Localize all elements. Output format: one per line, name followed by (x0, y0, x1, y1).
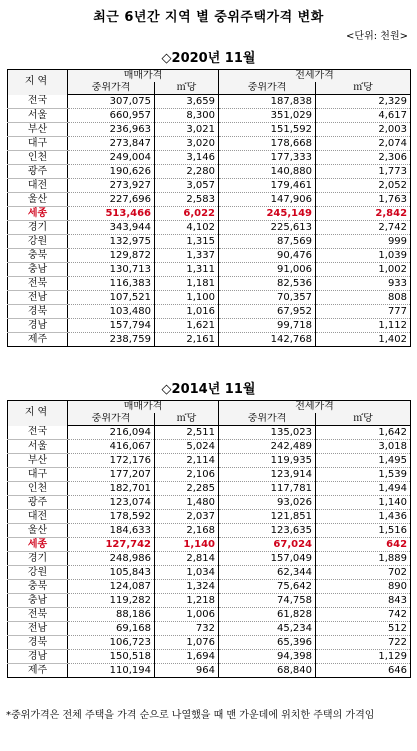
jeonse-per-m2-cell: 1,436 (316, 510, 411, 524)
table-row (8, 454, 411, 468)
jeonse-median-cell: 179,461 (219, 179, 316, 193)
sale-median-cell: 116,383 (68, 277, 155, 291)
sale-per-m2-cell: 2,168 (155, 524, 219, 538)
header-sale-per-m2: ㎡당 (155, 413, 219, 426)
header-jeonse-median: 중위가격 (219, 82, 316, 95)
jeonse-median-cell: 142,768 (219, 333, 316, 347)
table-row (8, 594, 411, 608)
header-region: 지역 (8, 401, 68, 426)
table-row (8, 580, 411, 594)
jeonse-per-m2-cell: 642 (316, 538, 411, 552)
header-sale-median: 중위가격 (68, 413, 155, 426)
region-cell: 대구 (8, 137, 68, 151)
table-row (8, 123, 411, 137)
footnote: *중위가격은 전체 주택을 가격 순으로 나열했을 때 맨 가운데에 위치한 주택의 가격임 (6, 710, 375, 721)
sale-median-cell: 69,168 (68, 622, 155, 636)
table-row (8, 277, 411, 291)
section-title-2014: ◇2014년 11월 (161, 382, 256, 397)
table-row (8, 333, 411, 347)
region-cell: 경기 (8, 221, 68, 235)
region-cell: 대구 (8, 468, 68, 482)
sale-per-m2-cell: 4,102 (155, 221, 219, 235)
region-cell: 경남 (8, 319, 68, 333)
sale-per-m2-cell: 1,324 (155, 580, 219, 594)
jeonse-per-m2-cell: 2,003 (316, 123, 411, 137)
sale-median-cell: 273,927 (68, 179, 155, 193)
jeonse-median-cell: 151,592 (219, 123, 316, 137)
jeonse-median-cell: 135,023 (219, 426, 316, 440)
jeonse-per-m2-cell: 777 (316, 305, 411, 319)
sale-median-cell: 178,592 (68, 510, 155, 524)
sale-per-m2-cell: 3,057 (155, 179, 219, 193)
sale-per-m2-cell: 3,659 (155, 95, 219, 109)
jeonse-per-m2-cell: 1,129 (316, 650, 411, 664)
sale-median-cell: 273,847 (68, 137, 155, 151)
sale-per-m2-cell: 1,311 (155, 263, 219, 277)
price-table-2020 (7, 69, 411, 347)
jeonse-per-m2-cell: 999 (316, 235, 411, 249)
sale-per-m2-cell: 2,285 (155, 482, 219, 496)
region-cell: 세종 (8, 207, 68, 221)
sale-median-cell: 190,626 (68, 165, 155, 179)
table-row (8, 496, 411, 510)
region-cell: 전북 (8, 277, 68, 291)
region-cell: 세종 (8, 538, 68, 552)
jeonse-median-cell: 225,613 (219, 221, 316, 235)
sale-median-cell: 182,701 (68, 482, 155, 496)
sale-per-m2-cell: 1,034 (155, 566, 219, 580)
sale-median-cell: 513,466 (68, 207, 155, 221)
jeonse-per-m2-cell: 1,140 (316, 496, 411, 510)
jeonse-median-cell: 91,006 (219, 263, 316, 277)
region-cell: 인천 (8, 151, 68, 165)
jeonse-median-cell: 147,906 (219, 193, 316, 207)
sale-median-cell: 129,872 (68, 249, 155, 263)
region-cell: 충남 (8, 263, 68, 277)
sale-median-cell: 343,944 (68, 221, 155, 235)
sale-per-m2-cell: 6,022 (155, 207, 219, 221)
header-jeonse-median: 중위가격 (219, 413, 316, 426)
sale-per-m2-cell: 964 (155, 664, 219, 678)
sale-median-cell: 132,975 (68, 235, 155, 249)
table-row (8, 608, 411, 622)
header-jeonse-per-m2: ㎡당 (316, 82, 411, 95)
sale-per-m2-cell: 1,181 (155, 277, 219, 291)
jeonse-per-m2-cell: 1,642 (316, 426, 411, 440)
jeonse-per-m2-cell: 646 (316, 664, 411, 678)
jeonse-per-m2-cell: 1,494 (316, 482, 411, 496)
table-row (8, 179, 411, 193)
jeonse-median-cell: 351,029 (219, 109, 316, 123)
region-cell: 경북 (8, 636, 68, 650)
sale-per-m2-cell: 1,480 (155, 496, 219, 510)
jeonse-per-m2-cell: 1,112 (316, 319, 411, 333)
jeonse-median-cell: 99,718 (219, 319, 316, 333)
sale-median-cell: 107,521 (68, 291, 155, 305)
table-row (8, 221, 411, 235)
table-row (8, 109, 411, 123)
table-row (8, 440, 411, 454)
region-cell: 울산 (8, 524, 68, 538)
sale-per-m2-cell: 3,020 (155, 137, 219, 151)
jeonse-median-cell: 74,758 (219, 594, 316, 608)
jeonse-per-m2-cell: 890 (316, 580, 411, 594)
price-table-2014 (7, 400, 411, 678)
region-cell: 충북 (8, 580, 68, 594)
sale-per-m2-cell: 1,621 (155, 319, 219, 333)
sale-median-cell: 660,957 (68, 109, 155, 123)
region-cell: 전북 (8, 608, 68, 622)
region-cell: 부산 (8, 123, 68, 137)
sale-median-cell: 249,004 (68, 151, 155, 165)
sale-per-m2-cell: 2,106 (155, 468, 219, 482)
header-jeonse: 전세가격 (219, 70, 411, 83)
jeonse-per-m2-cell: 808 (316, 291, 411, 305)
jeonse-median-cell: 121,851 (219, 510, 316, 524)
jeonse-median-cell: 87,569 (219, 235, 316, 249)
sale-per-m2-cell: 2,583 (155, 193, 219, 207)
table-row (8, 552, 411, 566)
jeonse-per-m2-cell: 4,617 (316, 109, 411, 123)
region-cell: 전남 (8, 622, 68, 636)
sale-median-cell: 105,843 (68, 566, 155, 580)
table-row (8, 566, 411, 580)
sale-median-cell: 124,087 (68, 580, 155, 594)
jeonse-median-cell: 67,024 (219, 538, 316, 552)
table-row (8, 207, 411, 221)
region-cell: 경기 (8, 552, 68, 566)
sale-per-m2-cell: 2,161 (155, 333, 219, 347)
region-cell: 전국 (8, 426, 68, 440)
jeonse-per-m2-cell: 1,039 (316, 249, 411, 263)
region-cell: 전남 (8, 291, 68, 305)
table-row (8, 249, 411, 263)
jeonse-median-cell: 157,049 (219, 552, 316, 566)
jeonse-per-m2-cell: 1,495 (316, 454, 411, 468)
jeonse-per-m2-cell: 2,842 (316, 207, 411, 221)
region-cell: 경남 (8, 650, 68, 664)
jeonse-per-m2-cell: 2,052 (316, 179, 411, 193)
table-row (8, 482, 411, 496)
sale-per-m2-cell: 1,076 (155, 636, 219, 650)
header-sale: 매매가격 (68, 70, 219, 83)
region-cell: 인천 (8, 482, 68, 496)
sale-per-m2-cell: 1,006 (155, 608, 219, 622)
table-row (8, 235, 411, 249)
sale-median-cell: 127,742 (68, 538, 155, 552)
sale-median-cell: 177,207 (68, 468, 155, 482)
region-cell: 울산 (8, 193, 68, 207)
jeonse-per-m2-cell: 3,018 (316, 440, 411, 454)
header-region: 지역 (8, 70, 68, 95)
sale-median-cell: 216,094 (68, 426, 155, 440)
table-row (8, 263, 411, 277)
table-row (8, 650, 411, 664)
jeonse-per-m2-cell: 843 (316, 594, 411, 608)
jeonse-per-m2-cell: 1,539 (316, 468, 411, 482)
region-cell: 대전 (8, 179, 68, 193)
sale-per-m2-cell: 1,315 (155, 235, 219, 249)
region-cell: 부산 (8, 454, 68, 468)
jeonse-median-cell: 75,642 (219, 580, 316, 594)
region-cell: 대전 (8, 510, 68, 524)
jeonse-median-cell: 61,828 (219, 608, 316, 622)
jeonse-median-cell: 70,357 (219, 291, 316, 305)
sale-median-cell: 248,986 (68, 552, 155, 566)
jeonse-per-m2-cell: 1,773 (316, 165, 411, 179)
header-jeonse-per-m2: ㎡당 (316, 413, 411, 426)
sale-per-m2-cell: 1,016 (155, 305, 219, 319)
sale-per-m2-cell: 3,021 (155, 123, 219, 137)
sale-per-m2-cell: 2,814 (155, 552, 219, 566)
sale-median-cell: 416,067 (68, 440, 155, 454)
region-cell: 강원 (8, 566, 68, 580)
table-row (8, 426, 411, 440)
jeonse-per-m2-cell: 742 (316, 608, 411, 622)
jeonse-median-cell: 90,476 (219, 249, 316, 263)
sale-per-m2-cell: 732 (155, 622, 219, 636)
jeonse-per-m2-cell: 933 (316, 277, 411, 291)
sale-median-cell: 123,074 (68, 496, 155, 510)
region-cell: 경북 (8, 305, 68, 319)
region-cell: 전국 (8, 95, 68, 109)
table-row (8, 291, 411, 305)
sale-median-cell: 150,518 (68, 650, 155, 664)
region-cell: 서울 (8, 440, 68, 454)
table-row (8, 165, 411, 179)
sale-median-cell: 88,186 (68, 608, 155, 622)
jeonse-median-cell: 117,781 (219, 482, 316, 496)
jeonse-per-m2-cell: 2,742 (316, 221, 411, 235)
jeonse-per-m2-cell: 1,889 (316, 552, 411, 566)
table-row (8, 305, 411, 319)
sale-per-m2-cell: 2,037 (155, 510, 219, 524)
region-cell: 제주 (8, 664, 68, 678)
sale-median-cell: 307,075 (68, 95, 155, 109)
jeonse-median-cell: 140,880 (219, 165, 316, 179)
sale-median-cell: 184,633 (68, 524, 155, 538)
sale-per-m2-cell: 2,280 (155, 165, 219, 179)
jeonse-median-cell: 67,952 (219, 305, 316, 319)
sale-per-m2-cell: 1,337 (155, 249, 219, 263)
jeonse-per-m2-cell: 512 (316, 622, 411, 636)
sale-median-cell: 157,794 (68, 319, 155, 333)
jeonse-median-cell: 123,914 (219, 468, 316, 482)
sale-median-cell: 172,176 (68, 454, 155, 468)
table-row (8, 193, 411, 207)
table-row (8, 319, 411, 333)
jeonse-median-cell: 45,234 (219, 622, 316, 636)
sale-median-cell: 103,480 (68, 305, 155, 319)
jeonse-median-cell: 177,333 (219, 151, 316, 165)
sale-per-m2-cell: 2,114 (155, 454, 219, 468)
table-row (8, 151, 411, 165)
header-sale-median: 중위가격 (68, 82, 155, 95)
document-title: 최근 6년간 지역 별 중위주택가격 변화 (93, 10, 324, 25)
table-row (8, 664, 411, 678)
table-row (8, 468, 411, 482)
jeonse-median-cell: 123,635 (219, 524, 316, 538)
region-cell: 충북 (8, 249, 68, 263)
jeonse-per-m2-cell: 722 (316, 636, 411, 650)
table-row (8, 622, 411, 636)
region-cell: 서울 (8, 109, 68, 123)
jeonse-per-m2-cell: 1,763 (316, 193, 411, 207)
sale-median-cell: 110,194 (68, 664, 155, 678)
jeonse-median-cell: 178,668 (219, 137, 316, 151)
jeonse-per-m2-cell: 2,306 (316, 151, 411, 165)
sale-median-cell: 130,713 (68, 263, 155, 277)
sale-per-m2-cell: 1,140 (155, 538, 219, 552)
sale-median-cell: 119,282 (68, 594, 155, 608)
jeonse-median-cell: 242,489 (219, 440, 316, 454)
sale-per-m2-cell: 5,024 (155, 440, 219, 454)
sale-per-m2-cell: 8,300 (155, 109, 219, 123)
table-row (8, 137, 411, 151)
region-cell: 광주 (8, 496, 68, 510)
region-cell: 강원 (8, 235, 68, 249)
jeonse-median-cell: 119,935 (219, 454, 316, 468)
jeonse-median-cell: 62,344 (219, 566, 316, 580)
header-sale: 매매가격 (68, 401, 219, 414)
sale-median-cell: 106,723 (68, 636, 155, 650)
sale-median-cell: 227,696 (68, 193, 155, 207)
sale-per-m2-cell: 2,511 (155, 426, 219, 440)
sale-median-cell: 236,963 (68, 123, 155, 137)
jeonse-per-m2-cell: 2,329 (316, 95, 411, 109)
sale-per-m2-cell: 1,694 (155, 650, 219, 664)
table-row (8, 636, 411, 650)
header-sale-per-m2: ㎡당 (155, 82, 219, 95)
jeonse-median-cell: 245,149 (219, 207, 316, 221)
section-title-2020: ◇2020년 11월 (161, 51, 256, 66)
table-row (8, 538, 411, 552)
region-cell: 광주 (8, 165, 68, 179)
sale-median-cell: 238,759 (68, 333, 155, 347)
region-cell: 충남 (8, 594, 68, 608)
table-row (8, 524, 411, 538)
jeonse-median-cell: 82,536 (219, 277, 316, 291)
unit-label: <단위: 천원> (346, 31, 408, 42)
jeonse-median-cell: 187,838 (219, 95, 316, 109)
jeonse-per-m2-cell: 702 (316, 566, 411, 580)
header-jeonse: 전세가격 (219, 401, 411, 414)
sale-per-m2-cell: 1,100 (155, 291, 219, 305)
jeonse-median-cell: 94,398 (219, 650, 316, 664)
jeonse-median-cell: 68,840 (219, 664, 316, 678)
sale-per-m2-cell: 3,146 (155, 151, 219, 165)
jeonse-per-m2-cell: 1,402 (316, 333, 411, 347)
jeonse-median-cell: 93,026 (219, 496, 316, 510)
jeonse-median-cell: 65,396 (219, 636, 316, 650)
region-cell: 제주 (8, 333, 68, 347)
sale-per-m2-cell: 1,218 (155, 594, 219, 608)
table-row (8, 510, 411, 524)
jeonse-per-m2-cell: 1,002 (316, 263, 411, 277)
jeonse-per-m2-cell: 1,516 (316, 524, 411, 538)
jeonse-per-m2-cell: 2,074 (316, 137, 411, 151)
table-row (8, 95, 411, 109)
